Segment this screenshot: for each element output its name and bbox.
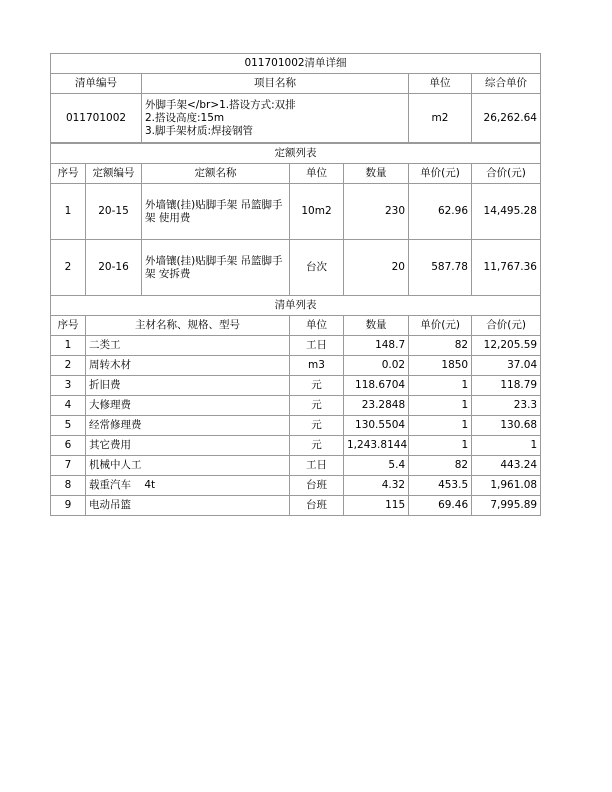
quota-table (50, 143, 541, 296)
material-price: 1850 (409, 356, 472, 376)
quota-header-name: 定额名称 (142, 164, 290, 184)
quota-code: 20-15 (86, 184, 142, 240)
material-qty: 0.02 (344, 356, 409, 376)
quota-header-qty: 数量 (344, 164, 409, 184)
material-name: 二类工 (86, 336, 290, 356)
material-price: 82 (409, 336, 472, 356)
material-unit: 工日 (290, 336, 344, 356)
material-no: 4 (51, 396, 86, 416)
quota-price: 587.78 (409, 240, 472, 296)
material-unit: 元 (290, 416, 344, 436)
material-qty: 4.32 (344, 476, 409, 496)
table-row (51, 376, 541, 396)
material-unit: m3 (290, 356, 344, 376)
table-row (51, 336, 541, 356)
material-unit: 元 (290, 376, 344, 396)
material-no: 6 (51, 436, 86, 456)
item-price: 26,262.64 (472, 94, 541, 143)
materials-header-name: 主材名称、规格、型号 (86, 316, 290, 336)
material-unit: 台班 (290, 476, 344, 496)
materials-table (50, 295, 541, 516)
material-unit: 元 (290, 436, 344, 456)
quota-unit: 台次 (290, 240, 344, 296)
material-qty: 1,243.8144 (344, 436, 409, 456)
quota-name: 外墙镶(挂)贴脚手架 吊篮脚手架 使用费 (142, 184, 290, 240)
quota-price: 62.96 (409, 184, 472, 240)
col-header-code: 清单编号 (51, 74, 142, 94)
item-name-line1: 外脚手架</br>1.搭设方式:双排 (145, 98, 296, 111)
col-header-unit: 单位 (409, 74, 472, 94)
material-name: 载重汽车 4t (86, 476, 290, 496)
material-total: 118.79 (472, 376, 541, 396)
material-total: 12,205.59 (472, 336, 541, 356)
material-price: 82 (409, 456, 472, 476)
table-row (51, 416, 541, 436)
material-total: 1,961.08 (472, 476, 541, 496)
material-total: 130.68 (472, 416, 541, 436)
materials-header-unit: 单位 (290, 316, 344, 336)
item-name (142, 94, 409, 143)
material-name: 电动吊篮 (86, 496, 290, 516)
material-no: 5 (51, 416, 86, 436)
material-price: 1 (409, 416, 472, 436)
quota-header-no: 序号 (51, 164, 86, 184)
material-total: 443.24 (472, 456, 541, 476)
material-qty: 118.6704 (344, 376, 409, 396)
quota-header-total: 合价(元) (472, 164, 541, 184)
material-price: 1 (409, 396, 472, 416)
table-row (51, 476, 541, 496)
quota-unit: 10m2 (290, 184, 344, 240)
material-name: 折旧费 (86, 376, 290, 396)
quota-header-code: 定额编号 (86, 164, 142, 184)
quota-header-unit: 单位 (290, 164, 344, 184)
col-header-name: 项目名称 (142, 74, 409, 94)
item-code: 011701002 (51, 94, 142, 143)
material-total: 23.3 (472, 396, 541, 416)
material-name: 周转木材 (86, 356, 290, 376)
bill-summary-table (50, 53, 541, 143)
material-total: 37.04 (472, 356, 541, 376)
table-row (51, 456, 541, 476)
bill-title: 011701002清单详细 (51, 54, 541, 74)
material-price: 453.5 (409, 476, 472, 496)
material-name: 机械中人工 (86, 456, 290, 476)
table-row (51, 184, 541, 240)
materials-header-price: 单价(元) (409, 316, 472, 336)
table-row (51, 396, 541, 416)
material-name: 经常修理费 (86, 416, 290, 436)
material-no: 1 (51, 336, 86, 356)
material-no: 3 (51, 376, 86, 396)
material-no: 2 (51, 356, 86, 376)
quota-qty: 20 (344, 240, 409, 296)
material-price: 1 (409, 436, 472, 456)
item-unit: m2 (409, 94, 472, 143)
material-no: 9 (51, 496, 86, 516)
item-name-line2: 2.搭设高度:15m (145, 111, 225, 124)
quota-header-price: 单价(元) (409, 164, 472, 184)
table-row (51, 496, 541, 516)
material-no: 7 (51, 456, 86, 476)
quota-total: 14,495.28 (472, 184, 541, 240)
quota-section-title: 定额列表 (51, 144, 541, 164)
material-no: 8 (51, 476, 86, 496)
quota-name: 外墙镶(挂)贴脚手架 吊篮脚手架 安拆费 (142, 240, 290, 296)
quota-qty: 230 (344, 184, 409, 240)
material-unit: 工日 (290, 456, 344, 476)
material-unit: 台班 (290, 496, 344, 516)
material-qty: 5.4 (344, 456, 409, 476)
table-row (51, 240, 541, 296)
materials-header-total: 合价(元) (472, 316, 541, 336)
quota-code: 20-16 (86, 240, 142, 296)
quota-no: 2 (51, 240, 86, 296)
material-price: 69.46 (409, 496, 472, 516)
material-unit: 元 (290, 396, 344, 416)
material-qty: 130.5504 (344, 416, 409, 436)
table-row (51, 436, 541, 456)
material-qty: 23.2848 (344, 396, 409, 416)
table-row (51, 356, 541, 376)
materials-section-title: 清单列表 (51, 296, 541, 316)
material-total: 1 (472, 436, 541, 456)
item-name-line3: 3.脚手架材质:焊接钢管 (145, 124, 254, 137)
materials-header-qty: 数量 (344, 316, 409, 336)
material-qty: 148.7 (344, 336, 409, 356)
material-price: 1 (409, 376, 472, 396)
materials-header-no: 序号 (51, 316, 86, 336)
col-header-price: 综合单价 (472, 74, 541, 94)
quota-no: 1 (51, 184, 86, 240)
material-name: 大修理费 (86, 396, 290, 416)
material-name: 其它费用 (86, 436, 290, 456)
quota-total: 11,767.36 (472, 240, 541, 296)
material-qty: 115 (344, 496, 409, 516)
material-total: 7,995.89 (472, 496, 541, 516)
